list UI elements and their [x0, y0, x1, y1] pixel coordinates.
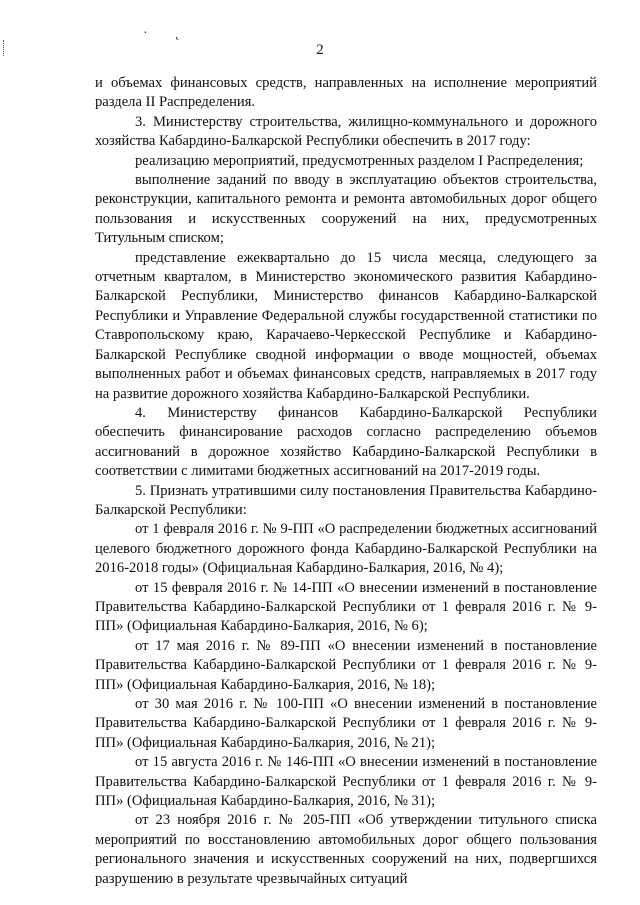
paragraph: от 23 ноября 2016 г. № 205-ПП «Об утверждении титульного списка мероприятий по восстановлению автомобильных дорог общего пользования регионального значения и искусственных сооружений на них, подвергшихся разрушению в результате чрезвычайных ситуаций [95, 812, 597, 887]
paragraph: от 17 мая 2016 г. № 89-ПП «О внесении изменений в постановление Правительства Кабардино-Балкарской Республики от 1 февраля 2016 г. № 9-ПП» (Официальная Кабардино-Балкария, 2016, № 18); [95, 637, 597, 693]
paragraph: 4. Министерству финансов Кабардино-Балкарской Республики обеспечить финансирование расходов согласно распределению объемов ассигнований в дорожное хозяйство Кабардино-Балкарской Республики в соответствии с лимитами бюджетных ассигнований на 2017-2019 годы. [95, 404, 597, 480]
paragraph: 5. Признать утратившими силу постановления Правительства Кабардино-Балкарской Республики: [95, 482, 597, 518]
document-body [95, 74, 597, 889]
page-number: 2 [316, 42, 324, 58]
paragraph: от 1 февраля 2016 г. № 9-ПП «О распределении бюджетных ассигнований целевого бюджетного дорожного фонда Кабардино-Балкарской Республики на 2016-2018 годы» (Официальная Кабардино-Балкария, 2016, № 4); [95, 521, 597, 577]
paragraph: реализацию мероприятий, предусмотренных разделом I Распределения; [135, 152, 584, 169]
paragraph: выполнение заданий по вводу в эксплуатацию объектов строительства, реконструкции, капитального ремонта и ремонта автомобильных дорог общего пользования и искусственных сооружений на них, предусмотренных Титульным списком; [95, 172, 597, 247]
paragraph: от 15 августа 2016 г. № 146-ПП «О внесении изменений в постановление Правительства Кабардино-Балкарской Республики от 1 февраля 2016 г. № 9-ПП» (Официальная Кабардино-Балкария, 2016, № 31); [95, 754, 597, 810]
scan-marks: · ˛ [143, 26, 192, 41]
paragraph: 3. Министерству строительства, жилищно-коммунального и дорожного хозяйства Кабардино-Балкарской Республики обеспечить в 2017 году: [95, 113, 597, 150]
paragraph: от 30 мая 2016 г. № 100-ПП «О внесении изменений в постановление Правительства Кабардино-Балкарской Республики от 1 февраля 2016 г. № 9-ПП» (Официальная Кабардино-Балкария, 2016, № 21); [95, 696, 597, 751]
paragraph: от 15 февраля 2016 г. № 14-ПП «О внесении изменений в постановление Правительства Кабардино-Балкарской Республики от 1 февраля 2016 г. № 9-ПП» (Официальная Кабардино-Балкария, 2016, № 6); [95, 579, 597, 635]
paragraph: и объемах финансовых средств, направленных на исполнение мероприятий раздела II Распределения. [95, 75, 597, 111]
paragraph: представление ежеквартально до 15 числа месяца, следующего за отчетным кварталом, в Министерство экономического развития Кабардино-Балкарской Республики, Министерство финансов Кабардино-Балкарской Республики и Управление Федеральной службы государственной статистики по Ставропольскому краю, Карачаево-Черкесской Республике и Кабардино-Балкарской Республике сводной информации о вводе мощностей, объемах выполненных работ и объемах финансовых средств, направляемых в 2017 году на развитие дорожного хозяйства Кабардино-Балкарской Республики. [95, 249, 597, 402]
